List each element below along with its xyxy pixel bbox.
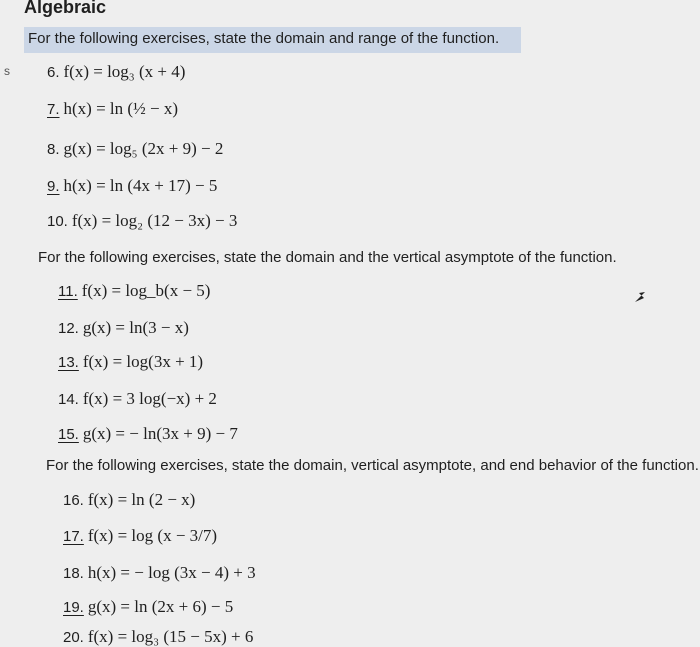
exercise-number: 20. — [63, 629, 84, 646]
exercise-number: 13. — [58, 354, 79, 371]
exercise-number: 12. — [58, 320, 79, 337]
exercise-number: 11. — [58, 283, 78, 300]
instruction-domain-range: For the following exercises, state the domain and range of the function. — [28, 30, 500, 47]
exercise-11 — [58, 281, 210, 301]
exercise-number: 8. — [47, 141, 60, 158]
exercise-expression: f(x) = ln (2 − x) — [87, 490, 196, 509]
exercise-number: 7. — [47, 101, 60, 118]
exercise-17 — [63, 526, 217, 546]
exercise-number: 19. — [63, 599, 84, 616]
section-title: Algebraic — [24, 0, 107, 17]
exercise-expression: f(x) = log (x − 3/7) — [87, 526, 218, 545]
exercise-expression: f(x) = log_b(x − 5) — [81, 281, 211, 300]
exercise-number: 9. — [47, 178, 60, 195]
exercise-expression: g(x) = ln (2x + 6) − 5 — [87, 597, 234, 616]
exercise-10 — [47, 211, 237, 231]
exercise-number: 16. — [63, 492, 84, 509]
exercise-7 — [47, 99, 178, 119]
exercise-expression: h(x) = − log (3x − 4) + 3 — [87, 563, 256, 582]
exercise-number: 15. — [58, 426, 79, 443]
exercise-20 — [63, 627, 253, 647]
exercise-expression: f(x) = log₃ (x + 4) — [63, 62, 186, 81]
exercise-13 — [58, 352, 203, 372]
exercise-number: 10. — [47, 213, 68, 230]
exercise-number: 14. — [58, 391, 79, 408]
exercise-8 — [47, 139, 223, 159]
exercise-expression: g(x) = log₅ (2x + 9) − 2 — [63, 139, 224, 158]
exercise-18 — [63, 563, 256, 583]
exercise-6 — [47, 62, 185, 82]
mouse-pointer-icon — [633, 290, 647, 304]
exercise-16 — [63, 490, 195, 510]
exercise-expression: f(x) = 3 log(−x) + 2 — [82, 389, 217, 408]
exercise-number: 17. — [63, 528, 84, 545]
instruction-domain-asymptote-end-behavior: For the following exercises, state the domain, vertical asymptote, and end behavior of the function. — [46, 457, 699, 474]
exercise-15 — [58, 424, 238, 444]
exercise-12 — [58, 318, 189, 338]
instruction-domain-asymptote: For the following exercises, state the domain and the vertical asymptote of the function. — [38, 249, 617, 266]
exercise-14 — [58, 389, 217, 409]
exercise-expression: g(x) = ln(3 − x) — [82, 318, 189, 337]
margin-mark: s — [4, 64, 10, 78]
exercise-number: 6. — [47, 64, 60, 81]
exercise-expression: h(x) = ln (4x + 17) − 5 — [63, 176, 218, 195]
exercise-number: 18. — [63, 565, 84, 582]
exercise-19 — [63, 597, 233, 617]
exercise-expression: g(x) = − ln(3x + 9) − 7 — [82, 424, 238, 443]
exercise-expression: f(x) = log₃ (15 − 5x) + 6 — [87, 627, 254, 646]
exercise-9 — [47, 176, 217, 196]
exercise-expression: h(x) = ln (½ − x) — [63, 99, 179, 118]
exercise-expression: f(x) = log(3x + 1) — [82, 352, 204, 371]
exercise-expression: f(x) = log₂ (12 − 3x) − 3 — [71, 211, 238, 230]
